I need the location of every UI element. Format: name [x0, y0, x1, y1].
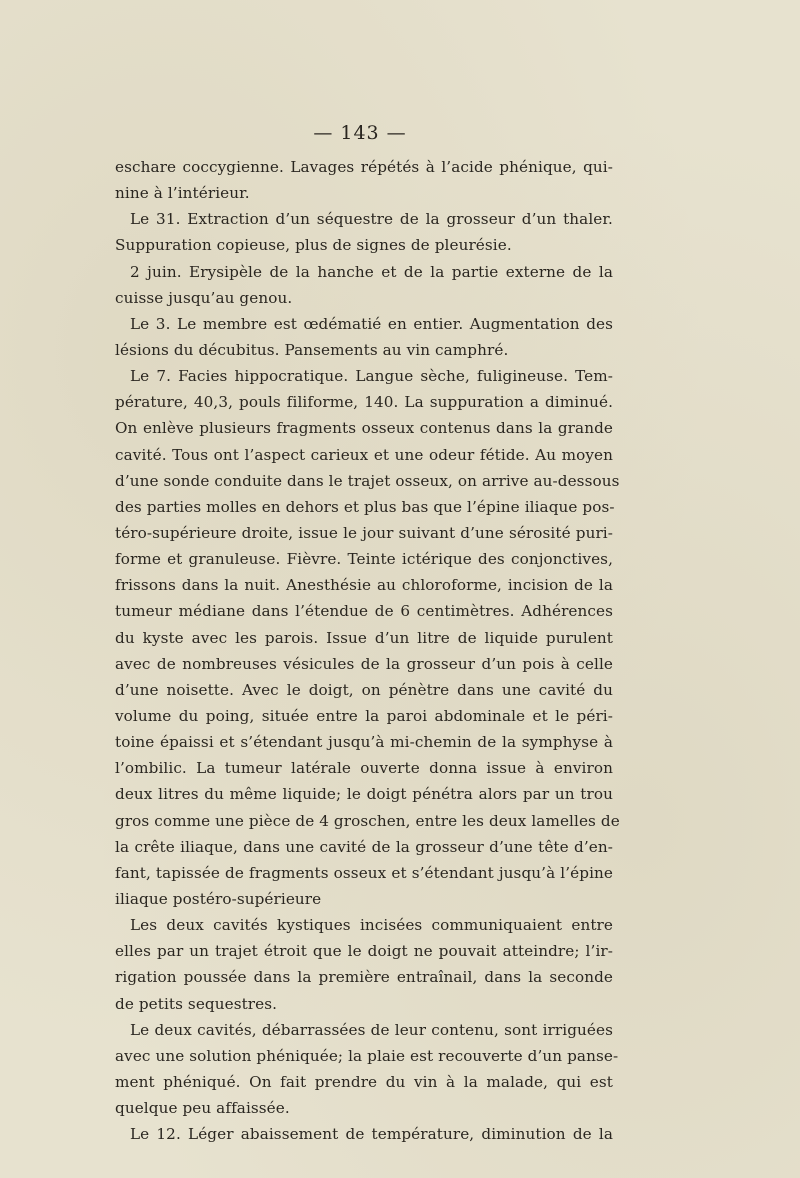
- text-line: eschare coccygienne. Lavages répétés à l’acide phénique, qui-: [115, 158, 613, 176]
- text-line: du kyste avec les parois. Issue d’un litre de liquide purulent: [115, 628, 613, 647]
- text-line: forme et granuleuse. Fièvre. Teinte ictérique des conjonctives,: [115, 550, 613, 569]
- text-line: volume du poing, située entre la paroi abdominale et le péri-: [115, 706, 613, 725]
- text-line: ment phéniqué. On fait prendre du vin à la malade, qui est: [115, 1072, 613, 1091]
- text-line: de petits sequestres.: [115, 994, 278, 1013]
- text-line: cavité. Tous ont l’aspect carieux et une odeur fétide. Au moyen: [115, 445, 613, 464]
- text-line: Le 3. Le membre est œdématié en entier. Augmentation des: [130, 314, 613, 333]
- text-line: fant, tapissée de fragments osseux et s’étendant jusqu’à l’épine: [115, 863, 613, 882]
- text-line: cuisse jusqu’au genou.: [115, 288, 293, 307]
- text-line: avec une solution phéniquée; la plaie est recouverte d’un panse-: [115, 1046, 619, 1065]
- text-line: frissons dans la nuit. Anesthésie au chloroforme, incision de la: [115, 576, 613, 595]
- text-line: Les deux cavités kystiques incisées communiquaient entre: [130, 916, 613, 935]
- text-line: des parties molles en dehors et plus bas que l’épine iliaque pos-: [115, 497, 615, 516]
- text-line: pérature, 40,3, pouls filiforme, 140. La suppuration a diminué.: [115, 393, 613, 412]
- text-line: iliaque postéro-supérieure: [115, 889, 322, 908]
- text-line: deux litres du même liquide; le doigt pénétra alors par un trou: [115, 785, 613, 804]
- text-line: lésions du décubitus. Pansements au vin camphré.: [115, 340, 509, 359]
- text-line: Le 7. Facies hippocratique. Langue sèche, fuligineuse. Tem-: [130, 367, 613, 386]
- text-line: l’ombilic. La tumeur latérale ouverte donna issue à environ: [115, 759, 613, 778]
- text-line: Le 31. Extraction d’un séquestre de la grosseur d’un thaler.: [130, 210, 613, 229]
- text-line: Suppuration copieuse, plus de signes de pleurésie.: [115, 236, 512, 255]
- text-line: la crête iliaque, dans une cavité de la grosseur d’une tête d’en-: [115, 837, 613, 856]
- text-line: rigation poussée dans la première entraînail, dans la seconde: [115, 968, 613, 987]
- text-line: Le 12. Léger abaissement de température, diminution de la: [130, 1125, 613, 1144]
- text-line: gros comme une pièce de 4 groschen, entre les deux lamelles de: [115, 811, 620, 830]
- text-line: avec de nombreuses vésicules de la grosseur d’un pois à celle: [115, 654, 613, 673]
- text-line: 2 juin. Erysipèle de la hanche et de la partie externe de la: [130, 262, 613, 281]
- text-line: toine épaissi et s’étendant jusqu’à mi-chemin de la symphyse à: [115, 733, 613, 752]
- text-line: On enlève plusieurs fragments osseux contenus dans la grande: [115, 419, 613, 438]
- page-number: — 143 —: [313, 122, 407, 144]
- text-line: quelque peu affaissée.: [115, 1099, 290, 1118]
- text-line: tumeur médiane dans l’étendue de 6 centimètres. Adhérences: [115, 602, 613, 621]
- body-text: [115, 154, 620, 1147]
- text-line: d’une noisette. Avec le doigt, on pénètre dans une cavité du: [115, 680, 613, 699]
- text-line: téro-supérieure droite, issue le jour suivant d’une sérosité puri-: [115, 523, 613, 542]
- text-line: Le deux cavités, débarrassées de leur contenu, sont irriguées: [130, 1020, 613, 1039]
- text-line: elles par un trajet étroit que le doigt ne pouvait atteindre; l’ir-: [115, 942, 613, 961]
- text-line: nine à l’intérieur.: [115, 184, 250, 203]
- text-line: d’une sonde conduite dans le trajet osseux, on arrive au-dessous: [115, 471, 620, 490]
